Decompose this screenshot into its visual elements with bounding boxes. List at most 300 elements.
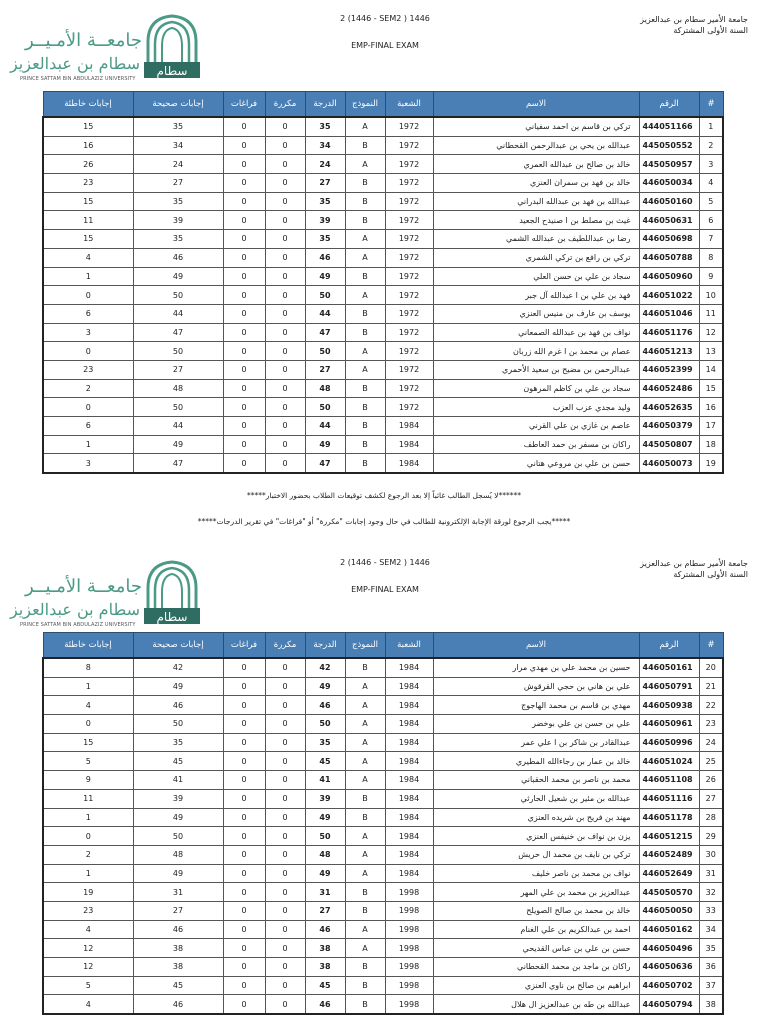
- cell-wrong: 1: [43, 267, 133, 286]
- cell-blanks: 0: [223, 733, 265, 752]
- cell-repeated: 0: [265, 845, 305, 864]
- cell-correct: 35: [133, 230, 223, 249]
- cell-form: B: [345, 435, 385, 454]
- cell-form: A: [345, 696, 385, 715]
- cell-form: B: [345, 379, 385, 398]
- cell-correct: 50: [133, 398, 223, 417]
- cell-section: 1984: [385, 808, 433, 827]
- cell-repeated: 0: [265, 417, 305, 436]
- cell-wrong: 0: [43, 286, 133, 305]
- table-row: [43, 939, 723, 958]
- cell-id: 446051176: [639, 323, 699, 342]
- cell-section: 1984: [385, 696, 433, 715]
- cell-blanks: 0: [223, 360, 265, 379]
- cell-name: راكان بن مسفر بن حمد العاطف: [433, 435, 639, 454]
- cell-wrong: 4: [43, 920, 133, 939]
- col-repeated: مكررة: [265, 92, 305, 118]
- cell-form: B: [345, 304, 385, 323]
- cell-id: 446052399: [639, 360, 699, 379]
- cell-blanks: 0: [223, 789, 265, 808]
- cell-form: B: [345, 136, 385, 155]
- cell-section: 1984: [385, 658, 433, 677]
- cell-correct: 46: [133, 696, 223, 715]
- table-row: [43, 976, 723, 995]
- cell-section: 1972: [385, 192, 433, 211]
- cell-blanks: 0: [223, 958, 265, 977]
- cell-form: A: [345, 248, 385, 267]
- table-row: [43, 267, 723, 286]
- cell-blanks: 0: [223, 398, 265, 417]
- cell-num: 32: [699, 883, 723, 902]
- cell-blanks: 0: [223, 920, 265, 939]
- cell-id: 446050960: [639, 267, 699, 286]
- cell-form: B: [345, 174, 385, 193]
- cell-blanks: 0: [223, 901, 265, 920]
- cell-id: 446052649: [639, 864, 699, 883]
- cell-correct: 47: [133, 454, 223, 473]
- cell-name: عبدالله بن يحي بن عبدالرحمن القحطاني: [433, 136, 639, 155]
- cell-num: 12: [699, 323, 723, 342]
- cell-num: 7: [699, 230, 723, 249]
- col-grade: الدرجة: [305, 92, 345, 118]
- cell-id: 445050807: [639, 435, 699, 454]
- cell-grade: 49: [305, 435, 345, 454]
- cell-blanks: 0: [223, 827, 265, 846]
- cell-name: مهدي بن قاسم بن محمد الهاجوج: [433, 696, 639, 715]
- cell-form: A: [345, 845, 385, 864]
- cell-section: 1984: [385, 771, 433, 790]
- cell-grade: 35: [305, 117, 345, 136]
- cell-grade: 27: [305, 360, 345, 379]
- table-row: [43, 155, 723, 174]
- cell-name: حسن بن علي بن عباس القديحي: [433, 939, 639, 958]
- cell-id: 446051215: [639, 827, 699, 846]
- col-blanks: فراغات: [223, 633, 265, 659]
- cell-section: 1984: [385, 845, 433, 864]
- grades-table-2: [42, 632, 724, 1015]
- cell-num: 26: [699, 771, 723, 790]
- cell-form: A: [345, 752, 385, 771]
- cell-correct: 49: [133, 677, 223, 696]
- cell-name: عاصم بن غازي بن علي القرني: [433, 417, 639, 436]
- cell-num: 33: [699, 901, 723, 920]
- cell-correct: 24: [133, 155, 223, 174]
- cell-repeated: 0: [265, 342, 305, 361]
- cell-repeated: 0: [265, 286, 305, 305]
- cell-correct: 46: [133, 248, 223, 267]
- col-wrong: إجابات خاطئة: [43, 633, 133, 659]
- cell-repeated: 0: [265, 696, 305, 715]
- cell-correct: 49: [133, 435, 223, 454]
- table-row: [43, 360, 723, 379]
- university-logo: [9, 558, 202, 630]
- cell-num: 3: [699, 155, 723, 174]
- col-id: الرقم: [639, 633, 699, 659]
- cell-grade: 46: [305, 995, 345, 1014]
- cell-wrong: 0: [43, 342, 133, 361]
- cell-blanks: 0: [223, 808, 265, 827]
- logo-arabic-line1: جامعــة الأمـيــر: [25, 576, 142, 597]
- col-section: الشعبة: [385, 633, 433, 659]
- university-name-block: [598, 14, 748, 36]
- cell-repeated: 0: [265, 827, 305, 846]
- cell-correct: 39: [133, 211, 223, 230]
- cell-name: خالد بن عمار بن رجاءالله المطيري: [433, 752, 639, 771]
- cell-name: علي بن حسن بن علي بوخضر: [433, 715, 639, 734]
- cell-wrong: 1: [43, 864, 133, 883]
- col-form: النموذج: [345, 92, 385, 118]
- cell-blanks: 0: [223, 677, 265, 696]
- cell-wrong: 4: [43, 696, 133, 715]
- cell-wrong: 1: [43, 435, 133, 454]
- cell-id: 446050636: [639, 958, 699, 977]
- cell-correct: 31: [133, 883, 223, 902]
- cell-num: 37: [699, 976, 723, 995]
- cell-num: 38: [699, 995, 723, 1014]
- cell-correct: 46: [133, 995, 223, 1014]
- cell-section: 1984: [385, 733, 433, 752]
- cell-grade: 35: [305, 192, 345, 211]
- col-grade: الدرجة: [305, 633, 345, 659]
- table-row: [43, 136, 723, 155]
- cell-wrong: 3: [43, 323, 133, 342]
- table-row: [43, 304, 723, 323]
- exam-title: EMP-FINAL EXAM: [351, 41, 419, 50]
- table-row: [43, 192, 723, 211]
- cell-grade: 45: [305, 752, 345, 771]
- cell-blanks: 0: [223, 248, 265, 267]
- cell-name: حسن بن علي بن مروعي هتاني: [433, 454, 639, 473]
- cell-num: 35: [699, 939, 723, 958]
- logo-arabic-line1: جامعــة الأمـيــر: [25, 30, 142, 51]
- cell-wrong: 5: [43, 752, 133, 771]
- cell-repeated: 0: [265, 304, 305, 323]
- cell-section: 1972: [385, 155, 433, 174]
- cell-id: 446050161: [639, 658, 699, 677]
- cell-id: 446051116: [639, 789, 699, 808]
- cell-wrong: 4: [43, 995, 133, 1014]
- cell-wrong: 0: [43, 827, 133, 846]
- cell-wrong: 12: [43, 958, 133, 977]
- cell-name: رضا بن عبداللطيف بن عبدالله الشمي: [433, 230, 639, 249]
- table-row: [43, 696, 723, 715]
- cell-grade: 47: [305, 454, 345, 473]
- cell-section: 1984: [385, 827, 433, 846]
- cell-form: B: [345, 976, 385, 995]
- cell-section: 1972: [385, 304, 433, 323]
- cell-num: 11: [699, 304, 723, 323]
- cell-blanks: 0: [223, 658, 265, 677]
- cell-id: 446050702: [639, 976, 699, 995]
- cell-section: 1972: [385, 230, 433, 249]
- cell-name: تركي بن رافع بن تركي الشمري: [433, 248, 639, 267]
- cell-grade: 46: [305, 248, 345, 267]
- cell-correct: 27: [133, 901, 223, 920]
- cell-blanks: 0: [223, 286, 265, 305]
- cell-id: 446051213: [639, 342, 699, 361]
- cell-grade: 44: [305, 304, 345, 323]
- cell-form: B: [345, 883, 385, 902]
- col-blanks: فراغات: [223, 92, 265, 118]
- cell-section: 1984: [385, 435, 433, 454]
- cell-blanks: 0: [223, 771, 265, 790]
- table-row: [43, 230, 723, 249]
- col-correct: إجابات صحيحة: [133, 92, 223, 118]
- cell-section: 1984: [385, 789, 433, 808]
- table-row: [43, 677, 723, 696]
- cell-section: 1984: [385, 417, 433, 436]
- cell-blanks: 0: [223, 454, 265, 473]
- university-name: جامعة الأمير سطام بن عبدالعزيز: [640, 15, 748, 24]
- cell-num: 10: [699, 286, 723, 305]
- cell-blanks: 0: [223, 417, 265, 436]
- cell-correct: 48: [133, 845, 223, 864]
- logo-arabic-line2: سطام بن عبدالعزيز: [9, 54, 140, 73]
- cell-id: 446050938: [639, 696, 699, 715]
- cell-correct: 50: [133, 827, 223, 846]
- cell-id: 446052486: [639, 379, 699, 398]
- cell-wrong: 6: [43, 304, 133, 323]
- cell-grade: 46: [305, 920, 345, 939]
- cell-num: 30: [699, 845, 723, 864]
- cell-section: 1984: [385, 677, 433, 696]
- cell-correct: 50: [133, 715, 223, 734]
- cell-form: B: [345, 323, 385, 342]
- cell-grade: 50: [305, 827, 345, 846]
- cell-wrong: 23: [43, 360, 133, 379]
- cell-form: A: [345, 286, 385, 305]
- cell-name: تركي بن نايف بن محمد ال حريش: [433, 845, 639, 864]
- cell-grade: 45: [305, 976, 345, 995]
- cell-blanks: 0: [223, 192, 265, 211]
- cell-form: B: [345, 398, 385, 417]
- cell-form: A: [345, 920, 385, 939]
- cell-form: A: [345, 677, 385, 696]
- col-repeated: مكررة: [265, 633, 305, 659]
- cell-num: 22: [699, 696, 723, 715]
- cell-form: B: [345, 454, 385, 473]
- cell-correct: 44: [133, 417, 223, 436]
- university-emblem-icon: [142, 12, 202, 80]
- cell-grade: 49: [305, 864, 345, 883]
- cell-form: A: [345, 827, 385, 846]
- cell-section: 1972: [385, 267, 433, 286]
- cell-name: فهد بن علي بن ا عبدالله آل جبر: [433, 286, 639, 305]
- cell-form: A: [345, 733, 385, 752]
- cell-id: 446051178: [639, 808, 699, 827]
- table-row: [43, 417, 723, 436]
- table-row: [43, 752, 723, 771]
- cell-grade: 38: [305, 939, 345, 958]
- cell-id: 446050073: [639, 454, 699, 473]
- cell-wrong: 2: [43, 845, 133, 864]
- cell-name: خالد بن صالح بن عبدالله العمري: [433, 155, 639, 174]
- cell-section: 1972: [385, 379, 433, 398]
- svg-text:سطام: سطام: [156, 610, 188, 624]
- table-row: [43, 845, 723, 864]
- cell-wrong: 11: [43, 789, 133, 808]
- cell-wrong: 6: [43, 417, 133, 436]
- cell-correct: 27: [133, 360, 223, 379]
- cell-wrong: 19: [43, 883, 133, 902]
- cell-repeated: 0: [265, 454, 305, 473]
- cell-num: 24: [699, 733, 723, 752]
- cell-wrong: 0: [43, 398, 133, 417]
- cell-blanks: 0: [223, 379, 265, 398]
- cell-repeated: 0: [265, 733, 305, 752]
- cell-section: 1998: [385, 901, 433, 920]
- cell-num: 36: [699, 958, 723, 977]
- university-name-block: [598, 558, 748, 580]
- cell-id: 446051024: [639, 752, 699, 771]
- table-row: [43, 248, 723, 267]
- cell-grade: 48: [305, 845, 345, 864]
- table-row: [43, 211, 723, 230]
- table-row: [43, 323, 723, 342]
- cell-repeated: 0: [265, 901, 305, 920]
- cell-form: A: [345, 155, 385, 174]
- cell-id: 446050379: [639, 417, 699, 436]
- cell-grade: 27: [305, 174, 345, 193]
- cell-grade: 41: [305, 771, 345, 790]
- cell-num: 14: [699, 360, 723, 379]
- cell-section: 1998: [385, 995, 433, 1014]
- cell-grade: 50: [305, 286, 345, 305]
- cell-num: 29: [699, 827, 723, 846]
- cell-name: عبدالله بن فهد بن عبدالله البدراني: [433, 192, 639, 211]
- university-logo: [9, 12, 202, 84]
- cell-name: حسين بن محمد علي بن مهدي مرار: [433, 658, 639, 677]
- cell-id: 446050160: [639, 192, 699, 211]
- table-row: [43, 398, 723, 417]
- cell-form: A: [345, 342, 385, 361]
- cell-wrong: 1: [43, 677, 133, 696]
- table-row: [43, 454, 723, 473]
- cell-num: 25: [699, 752, 723, 771]
- cell-wrong: 4: [43, 248, 133, 267]
- cell-grade: 46: [305, 696, 345, 715]
- col-name: الاسم: [433, 92, 639, 118]
- cell-num: 6: [699, 211, 723, 230]
- cell-id: 446050631: [639, 211, 699, 230]
- cell-section: 1972: [385, 323, 433, 342]
- cell-form: A: [345, 715, 385, 734]
- cell-blanks: 0: [223, 117, 265, 136]
- cell-name: يوسف بن عارف بن منيس العنزي: [433, 304, 639, 323]
- table-header: [43, 92, 723, 118]
- cell-correct: 49: [133, 864, 223, 883]
- cell-name: سجاد بن علي بن حسن العلي: [433, 267, 639, 286]
- cell-num: 21: [699, 677, 723, 696]
- cell-section: 1998: [385, 920, 433, 939]
- cell-form: B: [345, 958, 385, 977]
- cell-name: مهند بن فريح بن شريده العنزي: [433, 808, 639, 827]
- cell-form: B: [345, 901, 385, 920]
- cell-repeated: 0: [265, 864, 305, 883]
- logo-arabic-line2: سطام بن عبدالعزيز: [9, 600, 140, 619]
- cell-name: عبدالقادر بن شاكر بن ا علي عمر: [433, 733, 639, 752]
- cell-id: 446051022: [639, 286, 699, 305]
- cell-section: 1972: [385, 211, 433, 230]
- table-row: [43, 435, 723, 454]
- cell-repeated: 0: [265, 995, 305, 1014]
- cell-wrong: 15: [43, 117, 133, 136]
- cell-repeated: 0: [265, 920, 305, 939]
- cell-correct: 35: [133, 733, 223, 752]
- exam-title: EMP-FINAL EXAM: [351, 585, 419, 594]
- cell-blanks: 0: [223, 267, 265, 286]
- cell-wrong: 0: [43, 715, 133, 734]
- cell-id: 446050791: [639, 677, 699, 696]
- cell-grade: 24: [305, 155, 345, 174]
- table-row: [43, 715, 723, 734]
- table-row: [43, 117, 723, 136]
- cell-repeated: 0: [265, 136, 305, 155]
- cell-blanks: 0: [223, 323, 265, 342]
- cell-wrong: 9: [43, 771, 133, 790]
- cell-form: A: [345, 771, 385, 790]
- logo-english-name: PRINCE SATTAM BIN ABDULAZIZ UNIVERSITY: [20, 622, 136, 628]
- cell-name: عبدالله بن مئير بن شعيل الحارثي: [433, 789, 639, 808]
- cell-grade: 38: [305, 958, 345, 977]
- col-correct: إجابات صحيحة: [133, 633, 223, 659]
- cell-section: 1972: [385, 286, 433, 305]
- cell-section: 1972: [385, 248, 433, 267]
- cell-correct: 49: [133, 267, 223, 286]
- cell-section: 1972: [385, 117, 433, 136]
- cell-num: 31: [699, 864, 723, 883]
- cell-wrong: 15: [43, 192, 133, 211]
- table-row: [43, 771, 723, 790]
- cell-id: 446052635: [639, 398, 699, 417]
- cell-section: 1984: [385, 715, 433, 734]
- cell-correct: 46: [133, 920, 223, 939]
- cell-correct: 44: [133, 304, 223, 323]
- cell-repeated: 0: [265, 939, 305, 958]
- cell-wrong: 5: [43, 976, 133, 995]
- cell-repeated: 0: [265, 211, 305, 230]
- cell-wrong: 16: [43, 136, 133, 155]
- cell-repeated: 0: [265, 958, 305, 977]
- cell-name: سجاد بن علي بن كاظم المرهون: [433, 379, 639, 398]
- cell-num: 4: [699, 174, 723, 193]
- cell-section: 1984: [385, 454, 433, 473]
- term-label: 2 (1446 - SEM2 ) 1446: [340, 14, 430, 23]
- cell-id: 446050996: [639, 733, 699, 752]
- cell-blanks: 0: [223, 995, 265, 1014]
- cell-blanks: 0: [223, 230, 265, 249]
- cell-name: عبدالرحمن بن مضيح بن سعيد الأحمري: [433, 360, 639, 379]
- cell-name: عبدالعزيز بن محمد بن علي المهر: [433, 883, 639, 902]
- cell-repeated: 0: [265, 677, 305, 696]
- cell-repeated: 0: [265, 398, 305, 417]
- cell-form: A: [345, 360, 385, 379]
- cell-id: 445050552: [639, 136, 699, 155]
- cell-grade: 48: [305, 379, 345, 398]
- table-row: [43, 658, 723, 677]
- cell-form: A: [345, 230, 385, 249]
- cell-num: 28: [699, 808, 723, 827]
- cell-grade: 39: [305, 211, 345, 230]
- cell-repeated: 0: [265, 435, 305, 454]
- cell-wrong: 12: [43, 939, 133, 958]
- year-level: السنة الأولى المشتركة: [673, 570, 748, 579]
- cell-form: A: [345, 864, 385, 883]
- cell-form: A: [345, 117, 385, 136]
- cell-name: يزن بن نواف بن خنيفس العنزي: [433, 827, 639, 846]
- cell-name: نواف بن محمد بن ناصر خليف: [433, 864, 639, 883]
- cell-blanks: 0: [223, 211, 265, 230]
